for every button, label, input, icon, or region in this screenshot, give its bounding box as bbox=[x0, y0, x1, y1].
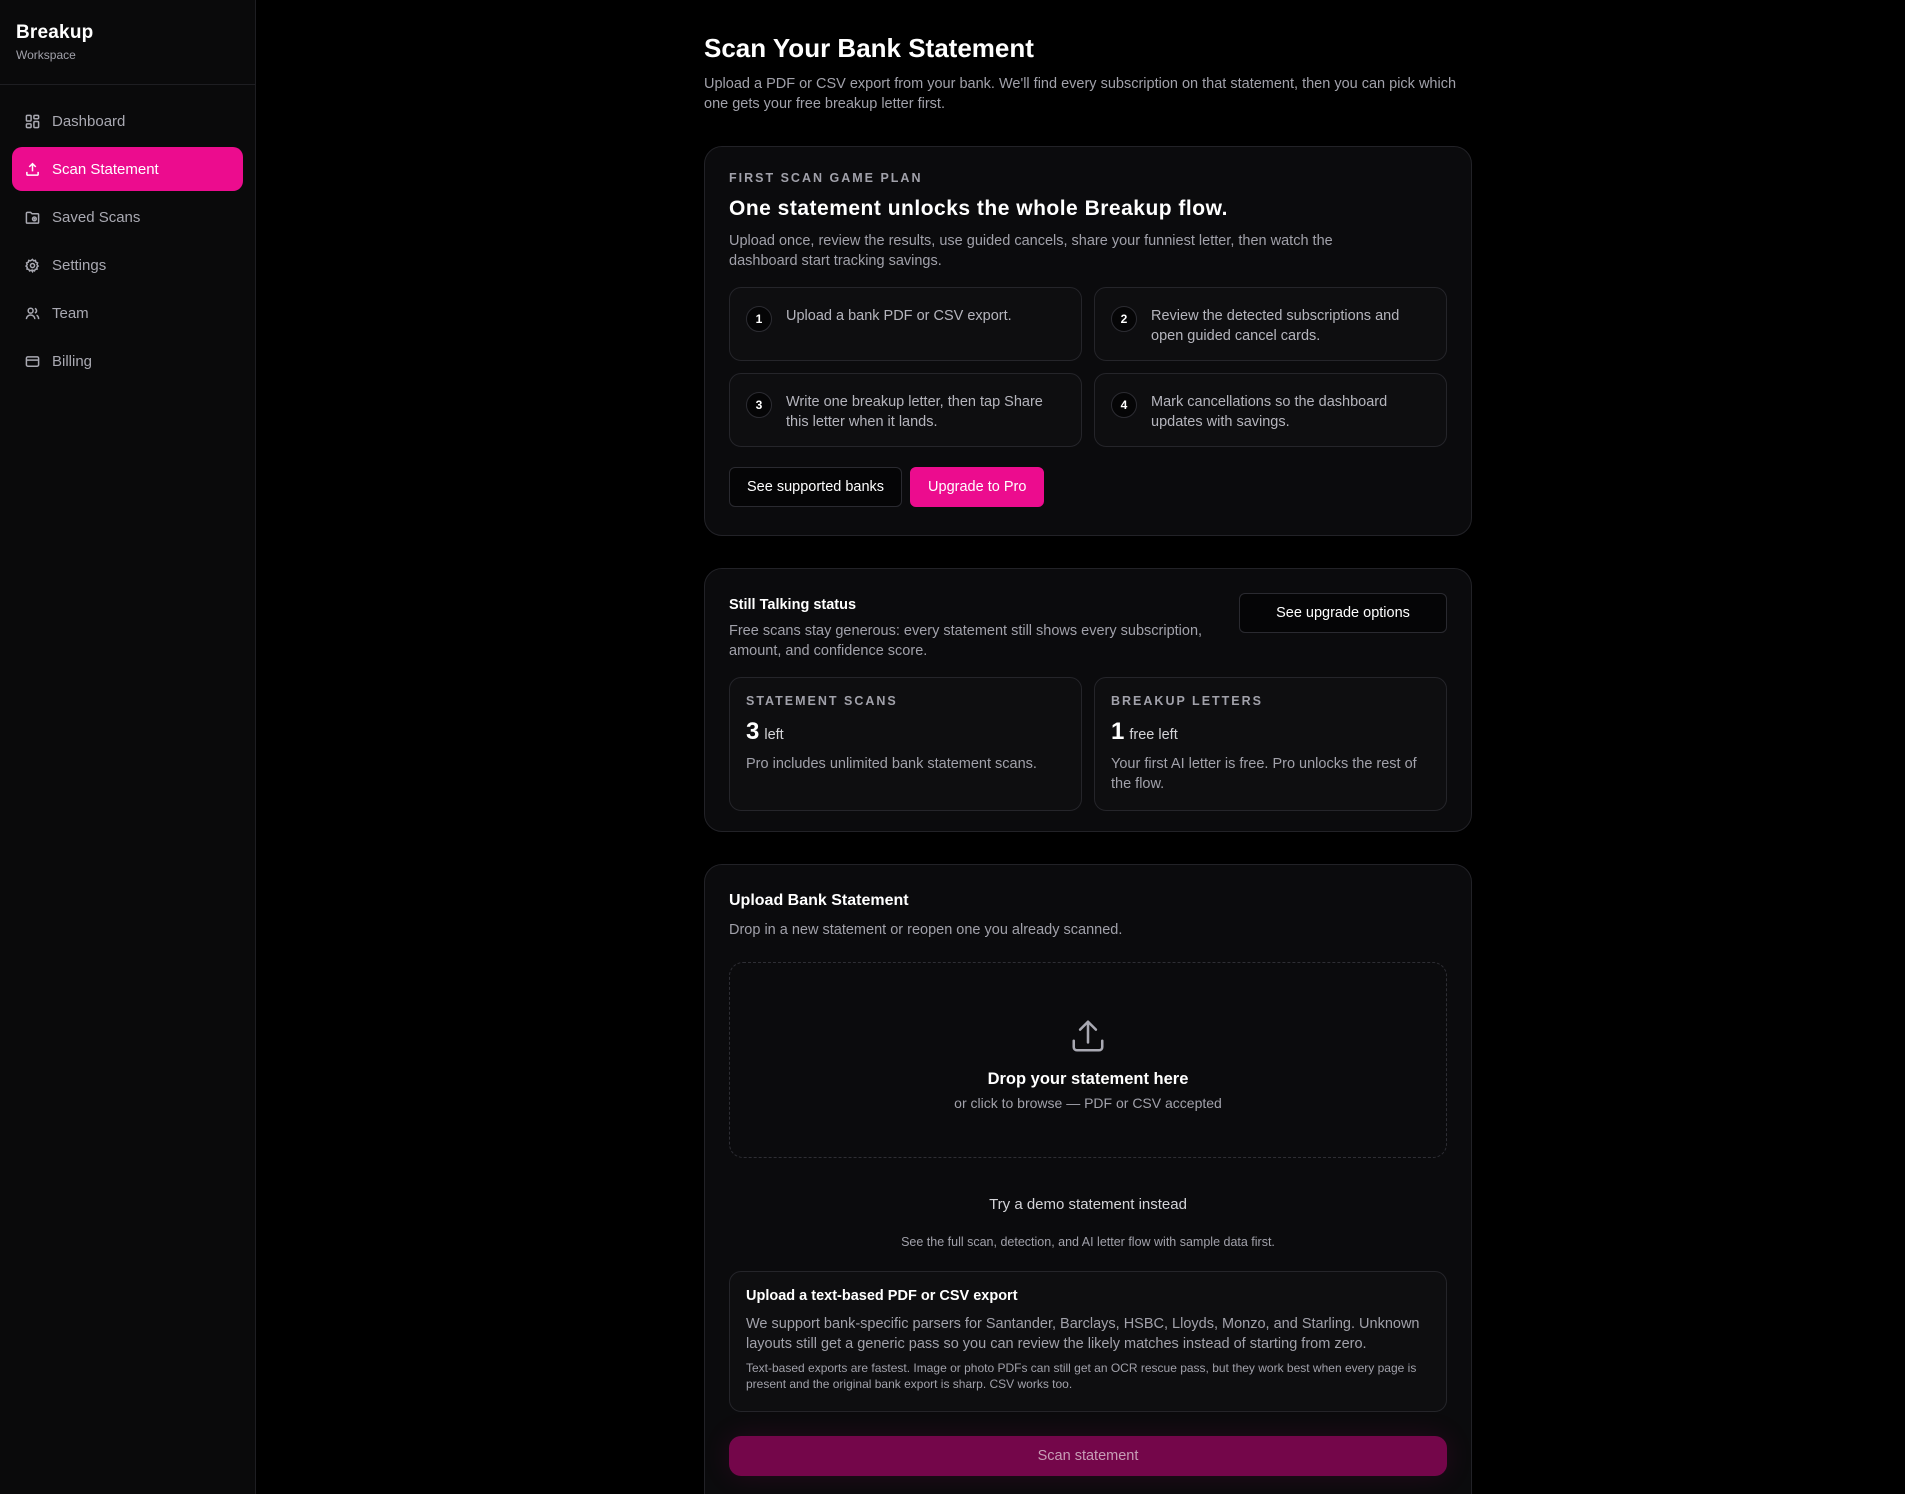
page-title: Scan Your Bank Statement bbox=[704, 33, 1034, 63]
breakup-letters-stat bbox=[1094, 677, 1447, 811]
step-text: Upload a bank PDF or CSV export. bbox=[786, 308, 1012, 324]
upgrade-to-pro-button[interactable]: Upgrade to Pro bbox=[910, 467, 1044, 507]
step-card bbox=[1094, 287, 1447, 361]
game-plan-description: Upload once, review the results, use guided cancels, share your funniest letter, then watch the dashboard start tracking savings. bbox=[729, 233, 1333, 269]
stat-value-row bbox=[746, 718, 1065, 746]
gear-icon bbox=[24, 257, 40, 273]
status-description: Free scans stay generous: every statement still shows every subscription, amount, and confidence score. bbox=[729, 623, 1203, 659]
stat-value: 3 bbox=[746, 718, 760, 745]
sidebar-item-label: Scan Statement bbox=[52, 160, 159, 178]
upload-description: Drop in a new statement or reopen one you already scanned. bbox=[729, 922, 1123, 938]
sidebar-item-settings[interactable] bbox=[12, 243, 243, 287]
sidebar-item-saved-scans[interactable] bbox=[12, 195, 243, 239]
main-content bbox=[704, 0, 1472, 1494]
brand bbox=[0, 0, 255, 85]
stat-value-row bbox=[1111, 718, 1430, 746]
step-number: 3 bbox=[746, 392, 772, 418]
upload-info-box bbox=[729, 1271, 1447, 1412]
sidebar-item-label: Billing bbox=[52, 352, 93, 370]
step-text: Review the detected subscriptions and open guided cancel cards. bbox=[1151, 308, 1400, 344]
stat-unit: left bbox=[764, 727, 784, 743]
sidebar-item-label: Saved Scans bbox=[52, 208, 141, 226]
stat-label: STATEMENT SCANS bbox=[746, 694, 898, 708]
upload-icon bbox=[1069, 1017, 1107, 1060]
scan-statement-button[interactable]: Scan statement bbox=[729, 1436, 1447, 1476]
workspace-label: Workspace bbox=[16, 48, 76, 62]
game-plan-eyebrow: FIRST SCAN GAME PLAN bbox=[729, 171, 923, 185]
card-icon bbox=[24, 353, 40, 369]
info-description: We support bank-specific parsers for Santander, Barclays, HSBC, Lloyds, Monzo, and Starling. Unknown layouts still get a generic pass so you can review the likely matches instead of starting from zero. bbox=[746, 1316, 1420, 1352]
step-number: 1 bbox=[746, 306, 772, 332]
dropzone-subtitle: or click to browse — PDF or CSV accepted bbox=[954, 1095, 1222, 1111]
sidebar-item-billing[interactable] bbox=[12, 339, 243, 383]
game-plan-card bbox=[704, 146, 1472, 536]
step-text: Write one breakup letter, then tap Share this letter when it lands. bbox=[786, 394, 1043, 430]
sidebar-item-dashboard[interactable] bbox=[12, 99, 243, 143]
stat-unit: free left bbox=[1129, 727, 1178, 743]
step-card bbox=[1094, 373, 1447, 447]
dropzone-title: Drop your statement here bbox=[987, 1070, 1189, 1088]
page-subtitle: Upload a PDF or CSV export from your bank. We'll find every subscription on that statement, then you can pick which one gets your free breakup letter first. bbox=[704, 76, 1457, 112]
stat-label: BREAKUP LETTERS bbox=[1111, 694, 1264, 708]
game-plan-title: One statement unlocks the whole Breakup flow. bbox=[729, 197, 1228, 220]
folder-icon bbox=[24, 209, 40, 225]
sidebar bbox=[0, 0, 256, 1494]
sidebar-nav bbox=[0, 85, 255, 401]
step-text: Mark cancellations so the dashboard updates with savings. bbox=[1151, 394, 1388, 430]
stat-description: Pro includes unlimited bank statement scans. bbox=[746, 756, 1037, 772]
users-icon bbox=[24, 305, 40, 321]
see-supported-banks-button[interactable]: See supported banks bbox=[729, 467, 902, 507]
see-upgrade-options-button[interactable]: See upgrade options bbox=[1239, 593, 1447, 633]
statement-scans-stat bbox=[729, 677, 1082, 811]
statement-dropzone[interactable] bbox=[729, 962, 1447, 1158]
brand-name: Breakup bbox=[16, 22, 94, 43]
step-card bbox=[729, 373, 1082, 447]
upload-icon bbox=[24, 161, 40, 177]
status-stats bbox=[729, 677, 1447, 811]
upload-card bbox=[704, 864, 1472, 1494]
sidebar-item-label: Settings bbox=[52, 256, 107, 274]
sidebar-item-scan-statement[interactable] bbox=[12, 147, 243, 191]
status-card bbox=[704, 568, 1472, 832]
try-demo-statement-link[interactable]: Try a demo statement instead bbox=[989, 1196, 1187, 1213]
dashboard-icon bbox=[24, 113, 40, 129]
step-number: 2 bbox=[1111, 306, 1137, 332]
sidebar-item-label: Team bbox=[52, 304, 89, 322]
status-title: Still Talking status bbox=[729, 597, 857, 613]
status-header bbox=[729, 593, 1447, 661]
info-title: Upload a text-based PDF or CSV export bbox=[746, 1288, 1018, 1304]
upload-title: Upload Bank Statement bbox=[729, 892, 909, 909]
sidebar-item-label: Dashboard bbox=[52, 112, 126, 130]
step-number: 4 bbox=[1111, 392, 1137, 418]
step-card bbox=[729, 287, 1082, 361]
info-fine-print: Text-based exports are fastest. Image or photo PDFs can still get an OCR rescue pass, but they work best when every page is present and the original bank export is sharp. CSV works too. bbox=[746, 1361, 1417, 1391]
demo-description: See the full scan, detection, and AI letter flow with sample data first. bbox=[901, 1235, 1275, 1249]
status-text bbox=[729, 593, 1229, 661]
stat-description: Your first AI letter is free. Pro unlocks the rest of the flow. bbox=[1111, 756, 1417, 792]
stat-value: 1 bbox=[1111, 718, 1125, 745]
sidebar-item-team[interactable] bbox=[12, 291, 243, 335]
game-plan-steps bbox=[729, 287, 1447, 447]
game-plan-actions bbox=[729, 467, 1447, 507]
